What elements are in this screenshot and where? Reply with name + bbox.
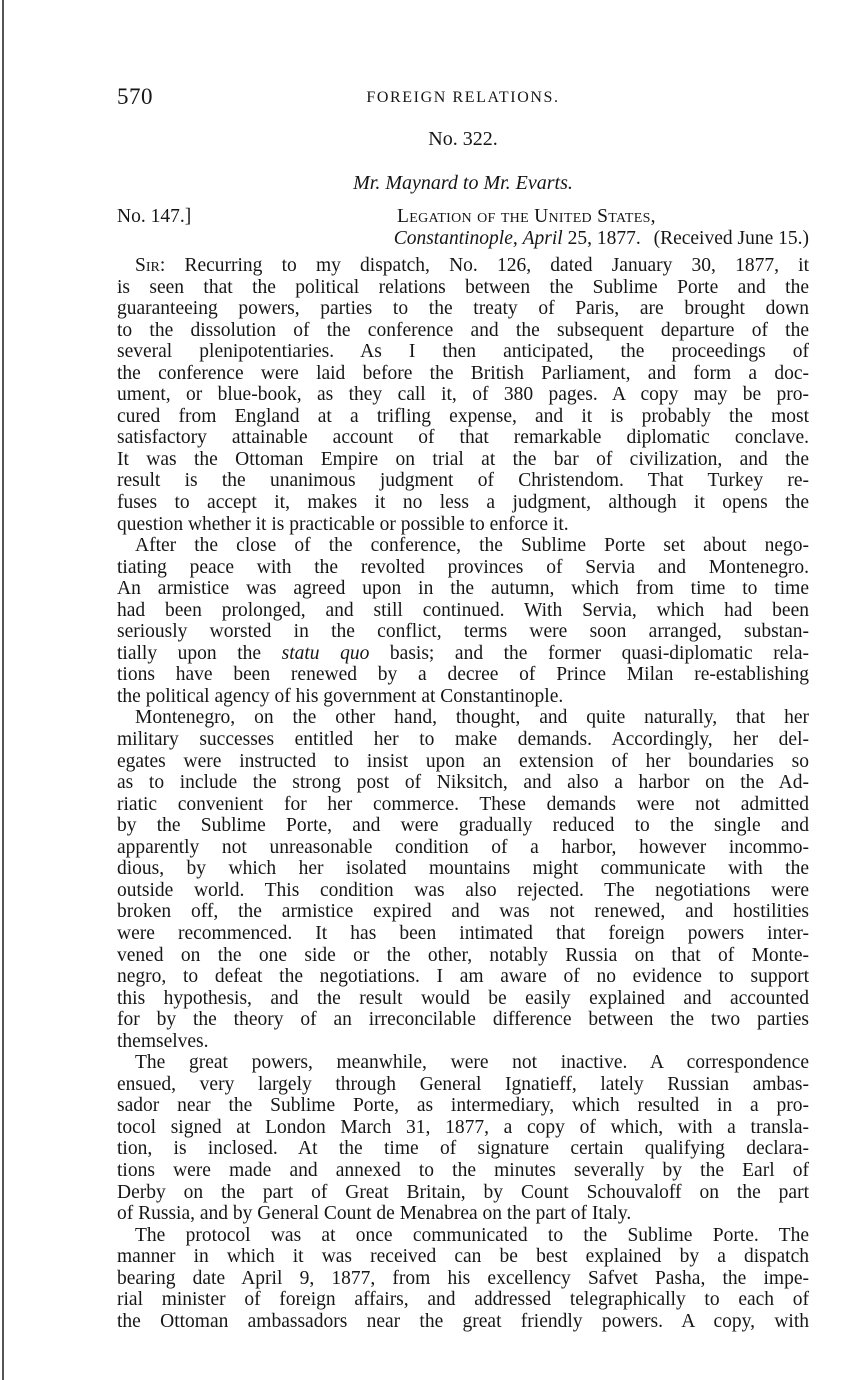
running-title: FOREIGN RELATIONS. — [366, 89, 560, 106]
text-line: guaranteeing powers, parties to the treaty of Paris, are brought down — [117, 298, 809, 320]
dispatch-header — [117, 206, 809, 252]
text-line: vened on the one side or the other, notably Russia on that of Monte- — [117, 944, 809, 966]
text-line: the Ottoman ambassadors near the great friendly powers. A copy, with — [117, 1310, 809, 1332]
text-line: of Russia, and by General Count de Menabrea on the part of Italy. — [117, 1203, 632, 1225]
paragraph — [117, 1052, 809, 1224]
text-line: tions were made and annexed to the minutes severally by the Earl of — [117, 1159, 809, 1181]
text-line: tiating peace with the revolted provinces of Servia and Montenegro. — [117, 556, 809, 578]
text-line: fuses to accept it, makes it no less a judgment, although it opens the — [117, 492, 809, 514]
text-line: cured from England at a trifling expense, and it is probably the most — [117, 405, 809, 427]
text-line: seriously worsted in the conflict, terms were soon arranged, substan- — [117, 621, 809, 643]
text-line: tion, is inclosed. At the time of signature certain qualifying declara- — [117, 1138, 809, 1160]
text-line: themselves. — [117, 1030, 209, 1052]
line-text: Recurring to my dispatch, No. 126, dated January 30, 1877, it — [165, 255, 809, 276]
dateline-place: Constantinople, — [393, 228, 518, 249]
text-line: the conference were laid before the British Parliament, and form a doc- — [117, 362, 809, 384]
text-line: military successes entitled her to make demands. Accordingly, her del- — [117, 729, 809, 751]
text-line: question whether it is practicable or possible to enforce it. — [117, 513, 569, 535]
text-line: for by the theory of an irreconcilable difference between the two parties — [117, 1009, 809, 1031]
text-line: dious, by which her isolated mountains might communicate with the — [117, 858, 809, 880]
text-line: sador near the Sublime Porte, as intermediary, which resulted in a pro- — [117, 1095, 809, 1117]
page-edge-rule — [2, 0, 4, 1380]
italic-phrase: statu quo — [281, 642, 370, 664]
text-line: ument, or blue-book, as they call it, of 380 pages. A copy may be pro- — [117, 384, 809, 406]
dateline-month: April — [522, 228, 563, 249]
text-line: ensued, very largely through General Ignatieff, lately Russian ambas- — [117, 1073, 809, 1095]
running-head — [117, 84, 809, 114]
text-line: egates were instructed to insist upon an extension of her boundaries so — [117, 750, 809, 772]
text-line: the political agency of his government at Constantinople. — [117, 685, 564, 707]
text-line: satisfactory attainable account of that remarkable diplomatic conclave. — [117, 427, 809, 449]
text-line: several plenipotentiaries. As I then anticipated, the proceedings of — [117, 341, 809, 363]
text-line: An armistice was agreed upon in the autumn, which from time to time — [117, 578, 809, 600]
line-text: tially upon the — [117, 642, 282, 664]
text-line: broken off, the armistice expired and was not renewed, and hostilities — [117, 901, 809, 923]
text-line — [117, 255, 809, 277]
text-line: bearing date April 9, 1877, from his excellency Safvet Pasha, the impe- — [117, 1267, 809, 1289]
text-line: negro, to defeat the negotiations. I am aware of no evidence to support — [117, 966, 809, 988]
text-line: The protocol was at once communicated to the Sublime Porte. The — [135, 1224, 809, 1246]
line-text: basis; and the former quasi-diplomatic rela- — [369, 642, 809, 664]
text-line: tions have been renewed by a decree of Prince Milan re-establishing — [117, 664, 809, 686]
text-line: outside world. This condition was also rejected. The negotiations were — [117, 879, 809, 901]
dispatch-number: No. 147.] — [117, 206, 192, 227]
text-line: were recommenced. It has been intimated that foreign powers inter- — [117, 922, 809, 944]
text-line: as to include the strong post of Niksitch, and also a harbor on the Ad- — [117, 772, 809, 794]
text-line: by the Sublime Porte, and were gradually reduced to the single and — [117, 815, 809, 837]
dateline-day-year: 25, 1877. — [567, 228, 641, 249]
text-line: riatic convenient for her commerce. These demands were not admitted — [117, 793, 809, 815]
text-line: It was the Ottoman Empire on trial at the bar of civilization, and the — [117, 448, 809, 470]
page-number: 570 — [117, 84, 153, 109]
text-line: Montenegro, on the other hand, thought, and quite naturally, that her — [135, 707, 809, 729]
document-number: No. 322. — [428, 128, 498, 150]
paragraph — [117, 535, 809, 707]
dateline — [117, 228, 809, 252]
paragraph — [117, 255, 809, 535]
text-line: apparently not unreasonable condition of a harbor, however incommo- — [117, 836, 809, 858]
text-line: The great powers, meanwhile, were not inactive. A correspondence — [135, 1052, 809, 1074]
text-line: to the dissolution of the conference and the subsequent departure of the — [117, 319, 809, 341]
received-note: (Received June 15.) — [653, 228, 809, 249]
text-line — [117, 643, 809, 665]
text-line: After the close of the conference, the Sublime Porte set about nego- — [135, 535, 809, 557]
paragraph — [117, 707, 809, 1052]
text-line: tocol signed at London March 31, 1877, a copy of which, with a transla- — [117, 1116, 809, 1138]
text-line: is seen that the political relations between the Sublime Porte and the — [117, 276, 809, 298]
legation-name: Legation of the United States, — [397, 206, 656, 227]
paragraph — [117, 1225, 809, 1333]
text-line: rial minister of foreign affairs, and addressed telegraphically to each of — [117, 1289, 809, 1311]
text-line: manner in which it was received can be best explained by a dispatch — [117, 1246, 809, 1268]
text-line: Derby on the part of Great Britain, by Count Schouvaloff on the part — [117, 1181, 809, 1203]
letter-body — [117, 255, 809, 1332]
document-heading: Mr. Maynard to Mr. Evarts. — [353, 172, 573, 194]
text-line: this hypothesis, and the result would be easily explained and accounted — [117, 987, 809, 1009]
salutation: Sir: — [135, 255, 166, 276]
text-line: result is the unanimous judgment of Christendom. That Turkey re- — [117, 470, 809, 492]
text-line: had been prolonged, and still continued. With Servia, which had been — [117, 599, 809, 621]
